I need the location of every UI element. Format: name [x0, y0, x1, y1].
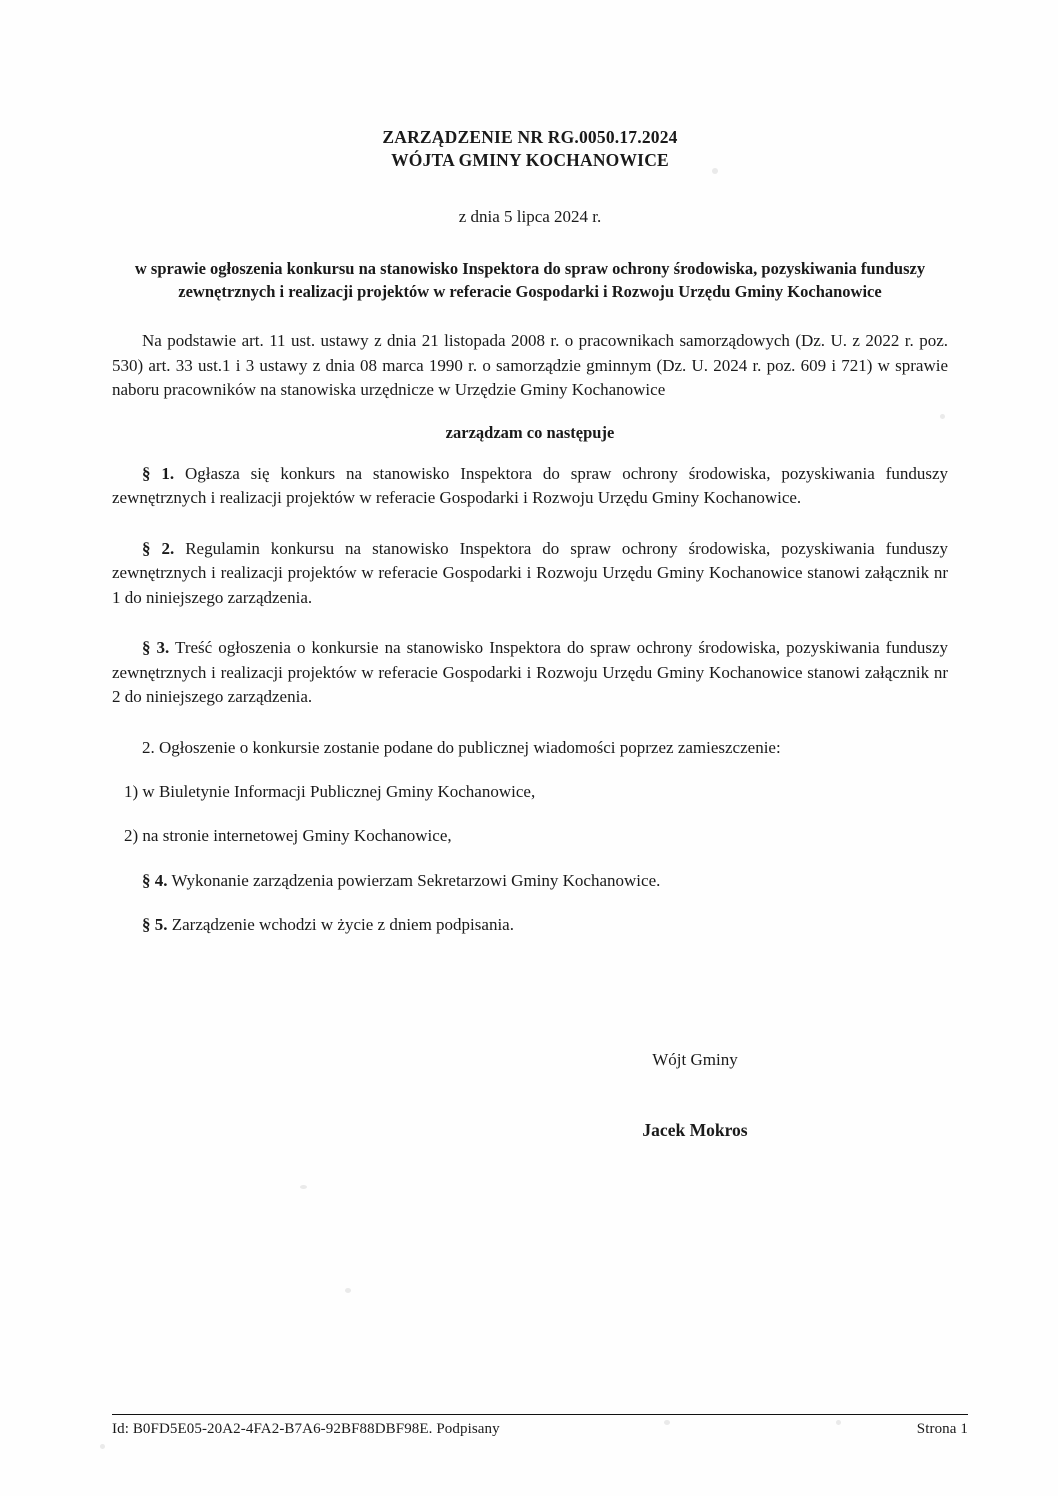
subpoint-2: 2. Ogłoszenie o konkursie zostanie podane do publicznej wiadomości poprzez zamieszczenie:: [142, 737, 781, 757]
page-footer: [112, 1414, 968, 1438]
signature-block: [112, 1050, 948, 1141]
document-subject: w sprawie ogłoszenia konkursu na stanowisko Inspektora do spraw ochrony środowiska, pozyskiwania funduszy zewnętrznych i realizacji projektów w referacie Gospodarki i Rozwoju Urzędu Gminy Kochanowice: [134, 258, 926, 301]
title-line-2: WÓJTA GMINY KOCHANOWICE: [391, 150, 669, 171]
paragraph-1-marker: § 1.: [142, 463, 175, 483]
list-item-2: 2) na stronie internetowej Gminy Kochanowice,: [124, 826, 452, 846]
paragraph-4-marker: § 4.: [142, 870, 168, 890]
paragraph-1-text: Ogłasza się konkurs na stanowisko Inspektora do spraw ochrony środowiska, pozyskiwania funduszy zewnętrznych i realizacji projektów w referacie Gospodarki i Rozwoju Urzędu Gminy Kochanowice.: [112, 463, 948, 508]
scan-speck: [300, 1185, 307, 1189]
preamble-paragraph: Na podstawie art. 11 ust. ustawy z dnia 21 listopada 2008 r. o pracownikach samorządowych (Dz. U. z 2022 r. poz. 530) art. 33 ust.1 i 3 ustawy z dnia 08 marca 1990 r. o samorządzie gminnym (Dz. U. 2024 r. poz. 609 i 721) w sprawie naboru pracowników na stanowiska urzędnicze w Urzędzie Gminy Kochanowice: [112, 331, 948, 400]
footer-page-number: Strona 1: [916, 1421, 968, 1437]
document-title: [112, 126, 948, 173]
paragraph-4-text: Wykonanie zarządzenia powierzam Sekretarzowi Gminy Kochanowice.: [167, 870, 661, 890]
list-item-1: 1) w Biuletynie Informacji Publicznej Gminy Kochanowice,: [124, 782, 536, 801]
signature-name: Jacek Mokros: [642, 1119, 748, 1140]
paragraph-5-text: Zarządzenie wchodzi w życie z dniem podpisania.: [167, 915, 514, 935]
paragraph-2: [112, 537, 948, 610]
paragraph-3: [112, 636, 948, 709]
enacting-clause: zarządzam co następuje: [445, 422, 615, 442]
paragraph-2-text: Regulamin konkursu na stanowisko Inspektora do spraw ochrony środowiska, pozyskiwania funduszy zewnętrznych i realizacji projektów w referacie Gospodarki i Rozwoju Urzędu Gminy Kochanowice stanowi załącznik nr 1 do niniejszego zarządzenia.: [112, 538, 948, 607]
paragraph-3-marker: § 3.: [142, 638, 170, 658]
paragraph-1: [112, 462, 948, 511]
paragraph-4: [112, 869, 948, 893]
paragraph-5-marker: § 5.: [142, 915, 168, 935]
signature-role: Wójt Gminy: [652, 1049, 738, 1069]
scan-speck: [100, 1444, 105, 1449]
paragraph-2-marker: § 2.: [142, 538, 175, 558]
scan-speck: [345, 1288, 351, 1293]
footer-document-id: Id: B0FD5E05-20A2-4FA2-B7A6-92BF88DBF98E. Podpisany: [112, 1421, 500, 1437]
document-date: z dnia 5 lipca 2024 r.: [458, 206, 602, 226]
title-line-1: ZARZĄDZENIE NR RG.0050.17.2024: [382, 127, 678, 147]
document-content: [112, 126, 948, 1141]
paragraph-5: [112, 913, 948, 937]
paragraph-3-text: Treść ogłoszenia o konkursie na stanowisko Inspektora do spraw ochrony środowiska, pozyskiwania funduszy zewnętrznych i realizacji projektów w referacie Gospodarki i Rozwoju Urzędu Gminy Kochanowice stanowi załącznik nr 2 do niniejszego zarządzenia.: [112, 638, 948, 707]
